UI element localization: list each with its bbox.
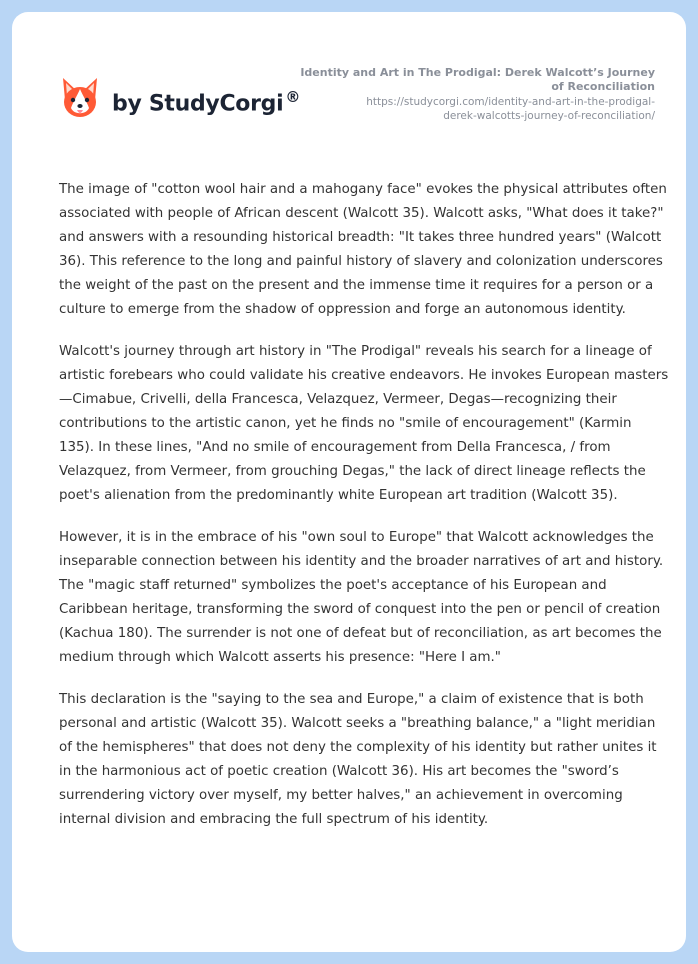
document-page: [12, 12, 686, 952]
page-header: [12, 12, 686, 162]
source-block: [295, 66, 655, 123]
source-url-line-2: derek-walcotts-journey-of-reconciliation/: [443, 110, 655, 122]
source-url[interactable]: [295, 95, 655, 123]
registered-mark: ®: [285, 87, 301, 106]
paragraph: However, it is in the embrace of his "own soul to Europe" that Walcott acknowledges the inseparable connection between his identity and the broader narratives of art and history. The "magic staff returned" symbolizes the poet's acceptance of his European and Caribbean heritage, transforming the sword of conquest into the pen or pencil of creation (Kachua 180). The surrender is not one of defeat but of reconciliation, as art becomes the medium through which Walcott asserts his presence: "Here I am.": [59, 530, 664, 665]
brand-name: by StudyCorgi ®: [112, 87, 301, 117]
source-url-line-1: https://studycorgi.com/identity-and-art-in-the-prodigal-: [366, 96, 655, 108]
studycorgi-logo[interactable]: [60, 76, 300, 120]
paragraph: Walcott's journey through art history in "The Prodigal" reveals his search for a lineage of artistic forebears who could validate his creative endeavors. He invokes European masters—Cimabue, Crivelli, della Francesca, Velazquez, Vermeer, Degas—recognizing their contributions to the artistic canon, yet he finds no "smile of encouragement" (Karmin 135). In these lines, "And no smile of encouragement from Della Francesca, / from Velazquez, from Vermeer, from grouching Degas," the lack of direct lineage reflects the poet's alienation from the predominantly white European art tradition (Walcott 35).: [59, 344, 669, 503]
source-title: Identity and Art in The Prodigal: Derek Walcott’s Journey of Reconciliation: [300, 66, 655, 93]
paragraph: This declaration is the "saying to the sea and Europe," a claim of existence that is both personal and artistic (Walcott 35). Walcott seeks a "breathing balance," a "light meridian of the hemispheres" that does not deny the complexity of his identity but rather unites it in the harmonious act of poetic creation (Walcott 36). His art becomes the "sword’s surrendering victory over myself, my better halves," an achievement in overcoming internal division and embracing the full spectrum of his identity.: [59, 692, 657, 827]
essay-body: [59, 178, 669, 850]
corgi-logo-icon: [60, 76, 100, 120]
paragraph: The image of "cotton wool hair and a mahogany face" evokes the physical attributes often associated with people of African descent (Walcott 35). Walcott asks, "What does it take?" and answers with a resounding historical breadth: "It takes three hundred years" (Walcott 36). This reference to the long and painful history of slavery and colonization underscores the weight of the past on the present and the immense time it requires for a person or a culture to emerge from the shadow of oppression and forge an autonomous identity.: [59, 182, 667, 317]
